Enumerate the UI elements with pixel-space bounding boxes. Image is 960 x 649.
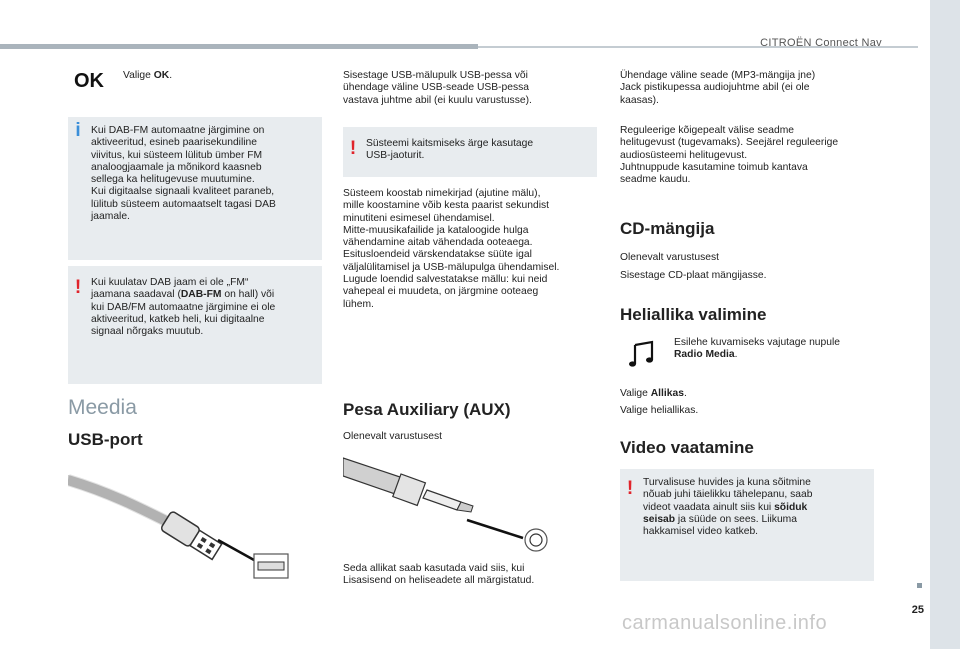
info-box-dab bbox=[68, 117, 322, 260]
cd-line-2: Sisestage CD-plaat mängijasse. bbox=[620, 270, 767, 281]
warning-icon: ! bbox=[74, 277, 82, 298]
watermark: carmanualsonline.info bbox=[622, 612, 828, 634]
continuation-marker bbox=[917, 583, 922, 588]
info-text: Kui DAB-FM automaatne järgimine on aktiveeritud, esineb paarisekundiline viivitus, kui süsteem lülitub ümber FM analoogjaamale ja mõnikord kaasneb sellega ka helitugevuse muutumine. Kui digitaalse signaali kvaliteet paraneb, lülitub süsteem automaatselt tagasi DAB jaamale. bbox=[91, 125, 276, 223]
warning-text: Süsteemi kaitsmiseks ärge kasutage USB-jaoturit. bbox=[366, 138, 534, 162]
section-title-media: Meedia bbox=[68, 396, 137, 419]
heading-aux: Pesa Auxiliary (AUX) bbox=[343, 400, 511, 419]
heading-video: Video vaatamine bbox=[620, 438, 754, 457]
page-edge-strip bbox=[930, 0, 960, 649]
info-icon: i bbox=[75, 120, 81, 141]
source-line-3: Valige Allikas. bbox=[620, 388, 687, 399]
warning-icon: ! bbox=[626, 478, 634, 499]
warning-text: Turvalisuse huvides ja kuna sõitmine nõuab juhi täielikku tähelepanu, saab videot vaadata ainult siis kui sõiduk seisab ja süüde on sees. Liikuma hakkamisel video katkeb. bbox=[643, 477, 813, 538]
aux-connect-text: Ühendage väline seade (MP3-mängija jne) Jack pistikupessa audiojuhtme abil (ei ole kaasas). bbox=[620, 70, 816, 106]
music-note-icon bbox=[628, 340, 656, 368]
header-rule-left bbox=[0, 44, 478, 49]
ok-instruction: Valige OK. bbox=[123, 70, 173, 81]
header-title: CITROËN Connect Nav bbox=[760, 37, 882, 49]
ok-button-logo: OK bbox=[74, 70, 104, 92]
warning-box-usb-hub bbox=[343, 127, 597, 177]
warning-box-video bbox=[620, 469, 874, 581]
aux-subtitle: Olenevalt varustusest bbox=[343, 431, 443, 442]
usb-intro: Sisestage USB-mälupulk USB-pessa või ühendage väline USB-seade USB-pessa vastava juhtme abil (ei kuulu varustusse). bbox=[343, 70, 532, 106]
warning-text: Kui kuulatav DAB jaam ei ole „FM“ jaamana saadaval (DAB-FM on hall) või kui DAB/FM automaatne järgimine ei ole aktiveeritud, katkeb heli, kui digitaalne signaal nõrgaks muutub. bbox=[91, 277, 276, 338]
volume-text: Reguleerige kõigepealt välise seadme helitugevust (tugevamaks). Seejärel reguleerige audiosüsteemi helitugevust. Juhtnuppude kasutamine toimub kantava seadme kaudu. bbox=[620, 125, 839, 186]
warning-box-dab bbox=[68, 266, 322, 384]
aux-jack-illustration bbox=[343, 450, 553, 558]
heading-cd-player: CD-mängija bbox=[620, 219, 715, 238]
cd-line-1: Olenevalt varustusest bbox=[620, 252, 720, 263]
page-number: 25 bbox=[911, 604, 924, 616]
aux-footnote: Seda allikat saab kasutada vaid siis, kui Lisasisend on heliseadete all märgistatud. bbox=[343, 563, 535, 587]
source-instruction: Esilehe kuvamiseks vajutage nupule Radio Media. bbox=[674, 337, 840, 361]
usb-body-text: Süsteem koostab nimekirjad (ajutine mälu), mille koostamine võib kesta paarist sekundist minutiteni esimesel ühendamisel. Mitte-muusikafailide ja kataloogide hulga vähendamine aitab vähendada ooteaega. Esitusloendeid värskendatakse süüte igal väljalülitamisel ja USB-mälupulga ühendamisel. Lugude loendid salvestatakse mällu: kui neid vahepeal ei muudeta, on järgmine ooteaeg lühem. bbox=[343, 188, 560, 310]
heading-source-select: Heliallika valimine bbox=[620, 305, 767, 324]
warning-icon: ! bbox=[349, 138, 357, 159]
heading-usb-port: USB-port bbox=[68, 430, 143, 449]
usb-illustration bbox=[68, 462, 318, 584]
source-line-4: Valige heliallikas. bbox=[620, 405, 699, 416]
